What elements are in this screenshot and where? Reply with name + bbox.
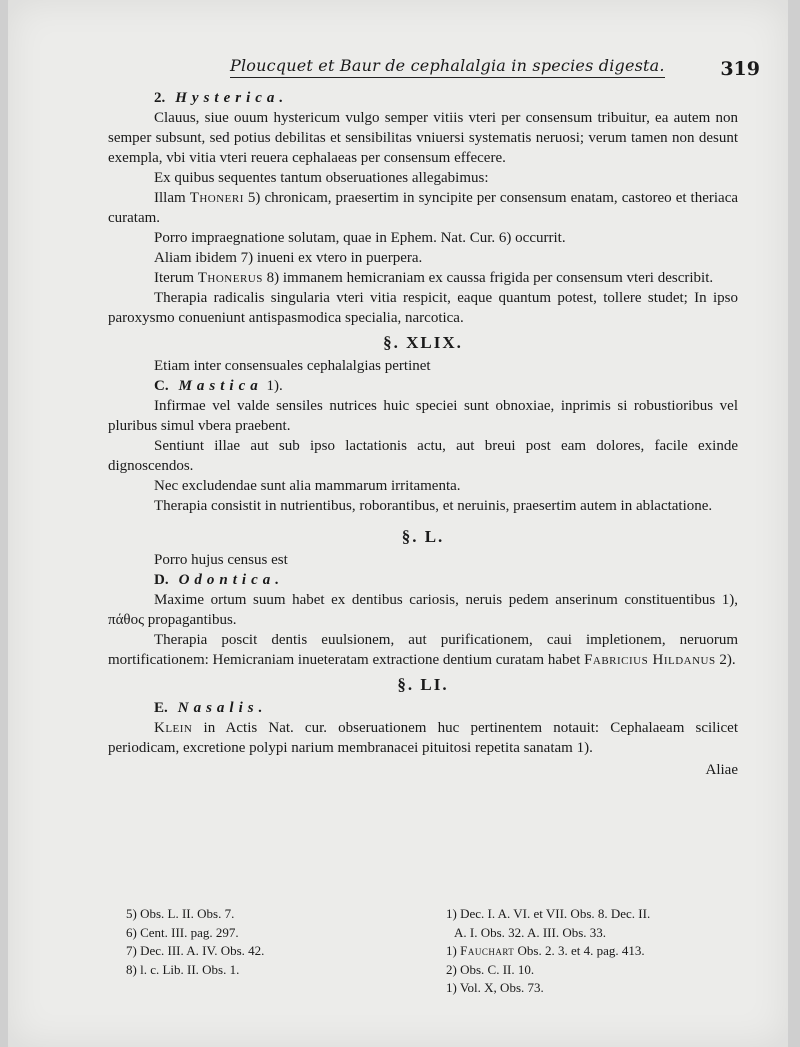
paragraph: Sentiunt illae aut sub ipso lactationis actu, aut breui post eam dolores, facile exinde dignoscendos. xyxy=(108,438,738,474)
catchword: Aliae xyxy=(705,762,738,778)
section-heading-50: §. L. xyxy=(401,527,445,546)
footnote: 7) Dec. III. A. IV. Obs. 42. xyxy=(126,943,265,958)
paragraph: Porro impraegnatione solutam, quae in Ephem. Nat. Cur. 6) occurrit. xyxy=(154,230,566,246)
running-title: Ploucquet et Baur de cephalalgia in species digesta. xyxy=(230,56,665,78)
paragraph: Infirmae vel valde sensiles nutrices huic speciei sunt obnoxiae, inprimis si robustioribus vel pluribus simul vbera praebent. xyxy=(108,398,738,434)
author-name: Fauchart xyxy=(460,943,515,958)
paragraph: Therapia poscit dentis euulsionem, aut purificationem, caui impletionem, neruorum mortificationem: Hemicraniam inueteratam extractione dentium curatam habet Fabricius Hildanus 2). xyxy=(108,632,738,668)
subsection-heading-mastica: C. Mastica 1). xyxy=(154,378,283,394)
footnote: 1) Dec. I. A. VI. et VII. Obs. 8. Dec. II. xyxy=(446,906,651,921)
main-text xyxy=(108,88,738,780)
paragraph: Iterum Thonerus 8) immanem hemicraniam ex caussa frigida per consensum vteri describit. xyxy=(154,270,714,286)
paragraph: Therapia consistit in nutrientibus, roborantibus, et neruinis, praesertim autem in ablactatione. xyxy=(154,498,713,514)
paragraph: Aliam ibidem 7) inueni ex vtero in puerpera. xyxy=(154,250,423,266)
author-name: Thonerus xyxy=(197,270,263,286)
page-number: 319 xyxy=(720,58,760,80)
paragraph: Illam Thoneri 5) chronicam, praesertim in syncipite per consensum enatam, castoreo et theriaca curatam. xyxy=(108,190,739,226)
paragraph: Ex quibus sequentes tantum obseruationes allegabimus: xyxy=(154,170,489,186)
footnote: 2) Obs. C. II. 10. xyxy=(446,961,535,977)
author-name: Fabricius Hildanus xyxy=(584,652,716,668)
running-header xyxy=(8,56,788,82)
footnote: 6) Cent. III. pag. 297. xyxy=(126,924,239,940)
book-page xyxy=(8,0,788,1047)
paragraph: Klein in Actis Nat. cur. obseruationem huc pertinentem notauit: Cephalaeam scilicet periodicam, excretione polypi narium membranacei pituitosi repetita sanatam 1). xyxy=(108,720,738,756)
footnotes-left-column xyxy=(126,905,376,979)
author-name: Thoneri xyxy=(189,190,244,206)
footnote: A. I. Obs. 32. A. III. Obs. 33. xyxy=(454,924,607,940)
footnote: 5) Obs. L. II. Obs. 7. xyxy=(126,906,235,921)
paragraph: Nec excludendae sunt alia mammarum irritamenta. xyxy=(154,478,461,494)
subsection-heading-nasalis: E. Nasalis. xyxy=(154,700,268,716)
section-heading-49: §. XLIX. xyxy=(383,333,463,352)
footnote: 1) Vol. X, Obs. 73. xyxy=(446,980,544,995)
subsection-heading-hysterica: 2. Hysterica. xyxy=(154,90,289,106)
paragraph: Porro hujus census est xyxy=(154,552,288,568)
subsection-heading-odontica: D. Odontica. xyxy=(154,572,285,588)
footnote: 8) l. c. Lib. II. Obs. 1. xyxy=(126,961,240,977)
author-name: Klein xyxy=(154,720,193,736)
paragraph: Therapia radicalis singularia vteri vitia respicit, eaque quantum potest, tollere studet; In ipso paroxysmo conueniunt antispasmodica specialia, narcotica. xyxy=(108,290,738,326)
footnote: 1) Fauchart Obs. 2. 3. et 4. pag. 413. xyxy=(446,943,645,958)
paragraph: Maxime ortum suum habet ex dentibus cariosis, neruis pedem anserinum constituentibus 1), πάθος propagantibus. xyxy=(108,592,738,628)
paragraph: Etiam inter consensuales cephalalgias pertinet xyxy=(154,358,431,374)
section-heading-51: §. LI. xyxy=(397,675,449,694)
paragraph: Clauus, siue ouum hystericum vulgo semper vitiis vteri per consensum tribuitur, ea autem non semper subsunt, sed potius debilitas et sensibilitas vniuersi systematis neruosi; verum tamen non desunt exempla, vbi vitia vteri reuera cephalaeas per consensum effecere. xyxy=(108,110,738,166)
footnotes-right-column xyxy=(446,905,766,998)
